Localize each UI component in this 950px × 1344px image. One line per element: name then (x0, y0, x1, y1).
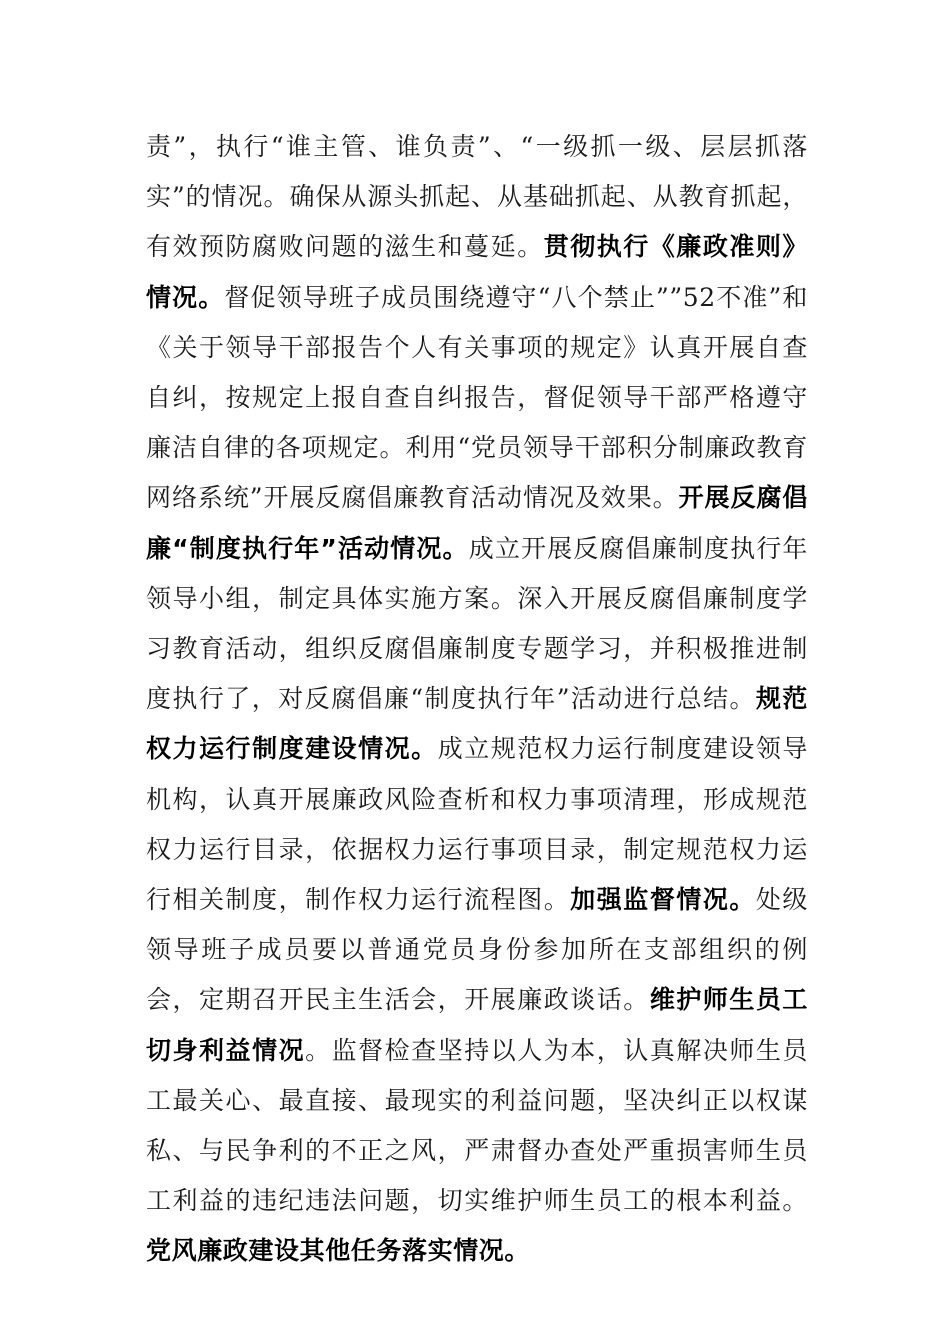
heading-run: 贯彻执行《廉政准则》情况。 (146, 232, 808, 312)
text-run: 成立规范权力运行制度建设领导机构，认真开展廉政风险查析和权力事项清理，形成规范权力运行目录，依据权力运行事项目录，制定规范权力运行相关制度，制作权力运行流程图。 (146, 734, 808, 915)
heading-run: 加强监督情况。 (570, 885, 756, 915)
heading-run: 规范权力运行制度建设情况。 (146, 684, 809, 764)
text-run: 处级领导班子成员要以普通党员身份参加所在支部组织的例会，定期召开民主生活会，开展廉政谈话。 (146, 885, 809, 1015)
text-run: 。监督检查坚持以人为本，认真解决师生员工最关心、最直接、最现实的利益问题，坚决纠正以权谋私、与民争利的不正之风，严肃督办查处严重损害师生员工利益的违纪违法问题，切实维护师生员工的根本利益。 (146, 1035, 808, 1216)
text-run: 督促领导班子成员围绕遵守“八个禁止””52不准”和《关于领导干部报告个人有关事项的规定》认真开展自查自纠，按规定上报自查自纠报告，督促领导干部严格遵守廉洁自律的各项规定。利用“党员领导干部积分制廉政教育网络系统”开展反腐倡廉教育活动情况及效果。 (146, 282, 808, 513)
heading-run: 开展反腐倡廉“制度执行年”活动情况。 (146, 483, 808, 563)
text-run: 成立开展反腐倡廉制度执行年领导小组，制定具体实施方案。深入开展反腐倡廉制度学习教育活动，组织反腐倡廉制度专题学习，并积极推进制度执行了，对反腐倡廉“制度执行年”活动进行总结。 (146, 533, 808, 714)
text-run: 责”，执行“谁主管、谁负责”、“一级抓一级、层层抓落实”的情况。确保从源头抓起、从基础抓起、从教育抓起，有效预防腐败问题的滋生和蔓延。 (146, 132, 808, 262)
heading-run: 党风廉政建设其他任务落实情况。 (146, 1236, 531, 1266)
heading-run: 维护师生员工切身利益情况 (146, 985, 808, 1065)
body-paragraph (146, 122, 808, 1277)
